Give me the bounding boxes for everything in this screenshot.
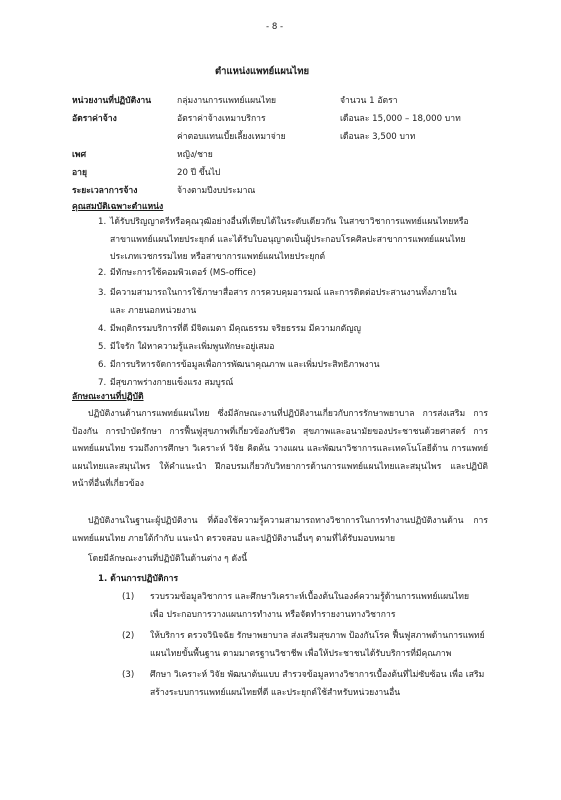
qualification-item [98, 321, 488, 339]
duty-paragraph: ปฏิบัติงานด้านการแพทย์แผนไทย ซึ่งมีลักษณะงานที่ปฏิบัติงานเกี่ยวกับการรักษาพยาบาล การส่งเสริม การป้องกัน การบำบัดรักษา การฟื้นฟูสุขภาพที่เกี่ยวข้องกับชีวิต สุขภาพและอนามัยของประชาชนด้วยศาสตร์ การแพทย์แผนไทย รวมถึงการศึกษา วิเคราะห์ วิจัย คิดค้น วางแผน และพัฒนาวิชาการและเทคโนโลยีด้าน การแพทย์แผนไทยและสมุนไพร ให้คำแนะนำ ฝึกอบรมเกี่ยวกับวิทยาการด้านการแพทย์แผนไทยและสมุนไพร และปฏิบัติหน้าที่อื่นที่เกี่ยวข้อง [72, 409, 488, 489]
item-text: มีทักษะการใช้คอมพิวเตอร์ (MS-office) [110, 268, 256, 278]
sex-label: เพศ [72, 150, 87, 160]
item-number: 5. [98, 342, 107, 352]
unit-value: กลุ่มงานการแพทย์แผนไทย [177, 96, 277, 106]
qualification-item [98, 375, 488, 393]
item-number: 4. [98, 324, 107, 334]
qualification-item [98, 285, 488, 321]
unit-label: หน่วยงานที่ปฏิบัติงาน [72, 96, 152, 106]
wage-label: อัตราค่าจ้าง [72, 114, 117, 124]
qualification-item [98, 357, 488, 375]
item-number: 1. [98, 217, 107, 227]
item-text: มีการบริหารจัดการข้อมูลเพื่อการพัฒนาคุณภาพ และเพิ่มประสิทธิภาพงาน [110, 360, 380, 370]
age-label: อายุ [72, 168, 88, 178]
duty-paragraph: โดยมีลักษณะงานที่ปฏิบัติในด้านต่าง ๆ ดังนี้ [88, 554, 248, 564]
sex-value: หญิง/ชาย [177, 150, 213, 160]
item-text: ศึกษา วิเคราะห์ วิจัย พัฒนาต้นแบบ สำรวจข้อมูลทางวิชาการเบื้องต้นที่ไม่ซับซ้อน เพื่อ เสริมสร้างระบบการแพทย์แผนไทยที่ดี และประยุกต์ใช้สำหรับหน่วยงานอื่น [150, 670, 485, 698]
item-text: ให้บริการ ตรวจวินิจฉัย รักษาพยาบาล ส่งเสริมสุขภาพ ป้องกันโรค ฟื้นฟูสภาพด้านการแพทย์ แผนไทยขั้นพื้นฐาน ตามมาตรฐานวิชาชีพ เพื่อให้ประชาชนได้รับบริการที่มีคุณภาพ [150, 631, 485, 659]
age-value: 20 ปี ขึ้นไป [177, 168, 221, 178]
page-title: ตำแหน่งแพทย์แผนไทย [215, 66, 310, 77]
qualification-item [98, 214, 488, 268]
duty-item [122, 667, 492, 703]
duty-item [122, 628, 492, 664]
item-number: 2. [98, 268, 107, 278]
duty-paragraph: ปฏิบัติงานในฐานะผู้ปฏิบัติงาน ที่ต้องใช้ความรู้ความสามารถทางวิชาการในการทำงานปฏิบัติงานด้าน การแพทย์แผนไทย ภายใต้กำกับ แนะนำ ตรวจสอบ และปฏิบัติงานอื่นๆ ตามที่ได้รับมอบหมาย [72, 516, 488, 544]
salary-range: เดือนละ 15,000 – 18,000 บาท [340, 114, 461, 124]
item-text: มีสุขภาพร่างกายแข็งแรง สมบูรณ์ [110, 378, 234, 388]
wage-line-1: อัตราค่าจ้างเหมาบริการ [177, 114, 266, 124]
item-text: รวบรวมข้อมูลวิชาการ และศึกษาวิเคราะห์เบื้องต้นในองค์ความรู้ด้านการแพทย์แผนไทย เพื่อ ประกอบการวางแผนการทำงาน หรือจัดทำรายงานทางวิชาการ [150, 592, 469, 620]
qualification-item [98, 265, 488, 283]
item-text: มีความสามารถในการใช้ภาษาสื่อสาร การควบคุมอารมณ์ และการติดต่อประสานงานทั้งภายในและ ภายนอกหน่วยงาน [110, 288, 457, 316]
allowance-amount: เดือนละ 3,500 บาท [340, 132, 416, 142]
wage-line-2: ค่าตอบแทนเบี้ยเลี้ยงเหมาจ่าย [177, 132, 286, 142]
item-number: (2) [122, 631, 135, 641]
term-label: ระยะเวลาการจ้าง [72, 186, 138, 196]
quota-text: จำนวน 1 อัตรา [340, 96, 398, 106]
section-heading: 1. ด้านการปฏิบัติการ [98, 574, 179, 584]
duty-item [122, 589, 492, 625]
item-number: 7. [98, 378, 107, 388]
duties-heading: ลักษณะงานที่ปฏิบัติ [72, 392, 144, 402]
qualification-item [98, 339, 488, 357]
item-number: (1) [122, 592, 135, 602]
item-number: 6. [98, 360, 107, 370]
item-text: มีพฤติกรรมบริการที่ดี มีจิตเมตา มีคุณธรรม จริยธรรม มีความกตัญญู [110, 324, 361, 334]
page-number: - 8 - [266, 22, 284, 32]
item-text: มีใจรัก ใฝ่หาความรู้และเพิ่มพูนทักษะอยู่เสมอ [110, 342, 275, 352]
item-number: 3. [98, 288, 107, 298]
item-number: (3) [122, 670, 135, 680]
term-value: จ้างตามปีงบประมาณ [177, 186, 256, 196]
item-text: ได้รับปริญญาตรีหรือคุณวุฒิอย่างอื่นที่เทียบได้ในระดับเดียวกัน ในสาขาวิชาการแพทย์แผนไทยหรือ สาขาแพทย์แผนไทยประยุกต์ และได้รับใบอนุญาตเป็นผู้ประกอบโรคศิลปะสาขาการแพทย์แผนไทย ประเภทเวชกรรมไทย หรือสาขาการแพทย์แผนไทยประยุกต์ [110, 217, 469, 262]
qualifications-heading: คุณสมบัติเฉพาะตำแหน่ง [72, 202, 164, 212]
